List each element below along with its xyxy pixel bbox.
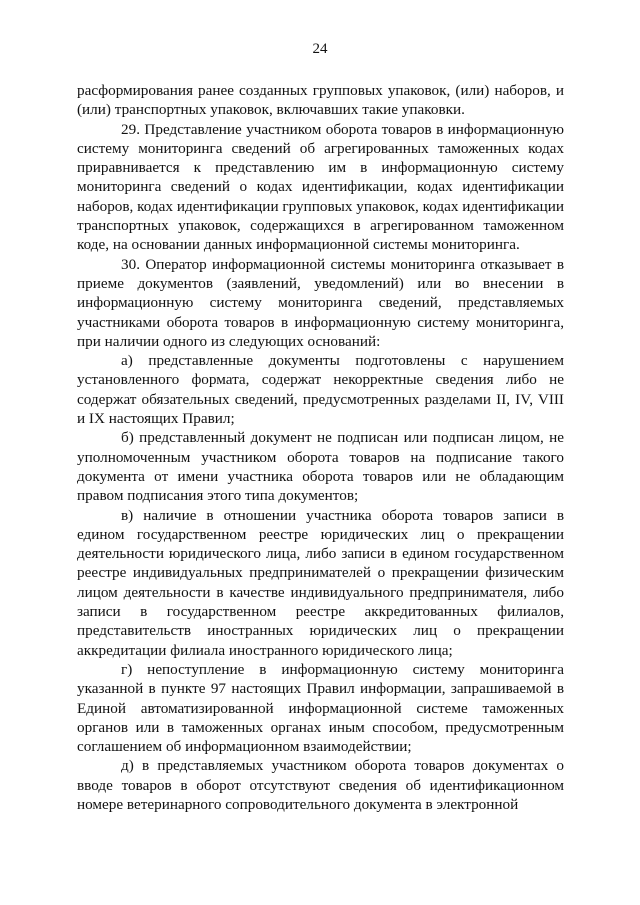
- paragraph-continuation: расформирования ранее созданных групповых упаковок, (или) наборов, и (или) транспортных упаковок, включавших такие упаковки.: [77, 82, 564, 119]
- document-body: [77, 81, 564, 814]
- paragraph-30: 30. Оператор информационной системы мониторинга отказывает в приеме документов (заявлений, уведомлений) или во внесении в информационную систему мониторинга сведений, представляемых участниками оборота товаров в информационную систему мониторинга, при наличии одного из следующих оснований:: [77, 255, 564, 350]
- page-number: 24: [312, 41, 328, 57]
- subparagraph-d: д) в представляемых участником оборота товаров документах о вводе товаров в оборот отсутствуют сведения об идентификационном номере ветеринарного сопроводительного документа в электронной: [77, 757, 564, 813]
- subparagraph-a: а) представленные документы подготовлены с нарушением установленного формата, содержат некорректные сведения либо не содержат обязательных сведений, предусмотренных разделами II, IV, VIII и IX настоящих Правил;: [77, 352, 564, 428]
- subparagraph-g: г) непоступление в информационную систему мониторинга указанной в пункте 97 настоящих Правил информации, запрашиваемой в Единой автоматизированной информационной системе таможенных органов или в таможенных органах иным способом, предусмотренным соглашением об информационном взаимодействии;: [77, 660, 564, 756]
- subparagraph-b: б) представленный документ не подписан или подписан лицом, не уполномоченным участником оборота товаров на подписание такого документа от имени участника оборота товаров или не обладающим правом подписания этого типа документов;: [77, 429, 564, 505]
- subparagraph-v: в) наличие в отношении участника оборота товаров записи в едином государственном реестре юридических лиц о прекращении деятельности юридического лица, либо записи в едином государственном реестре индивидуальных предпринимателей о прекращении физическим лицом деятельности в качестве индивидуального предпринимателя, либо записи в государственном реестре аккредитованных филиалов, представительств иностранных юридических лиц о прекращении аккредитации филиала иностранного юридического лица;: [77, 506, 564, 659]
- paragraph-29: 29. Представление участником оборота товаров в информационную систему мониторинга сведений об агрегированных таможенных кодах приравнивается к представлению им в информационную систему мониторинга сведений о кодах идентификации, кодах идентификации наборов, кодах идентификации групповых упаковок, кодах идентификации транспортных упаковок, содержащихся в агрегированном таможенном коде, на основании данных информационной системы мониторинга.: [77, 120, 564, 254]
